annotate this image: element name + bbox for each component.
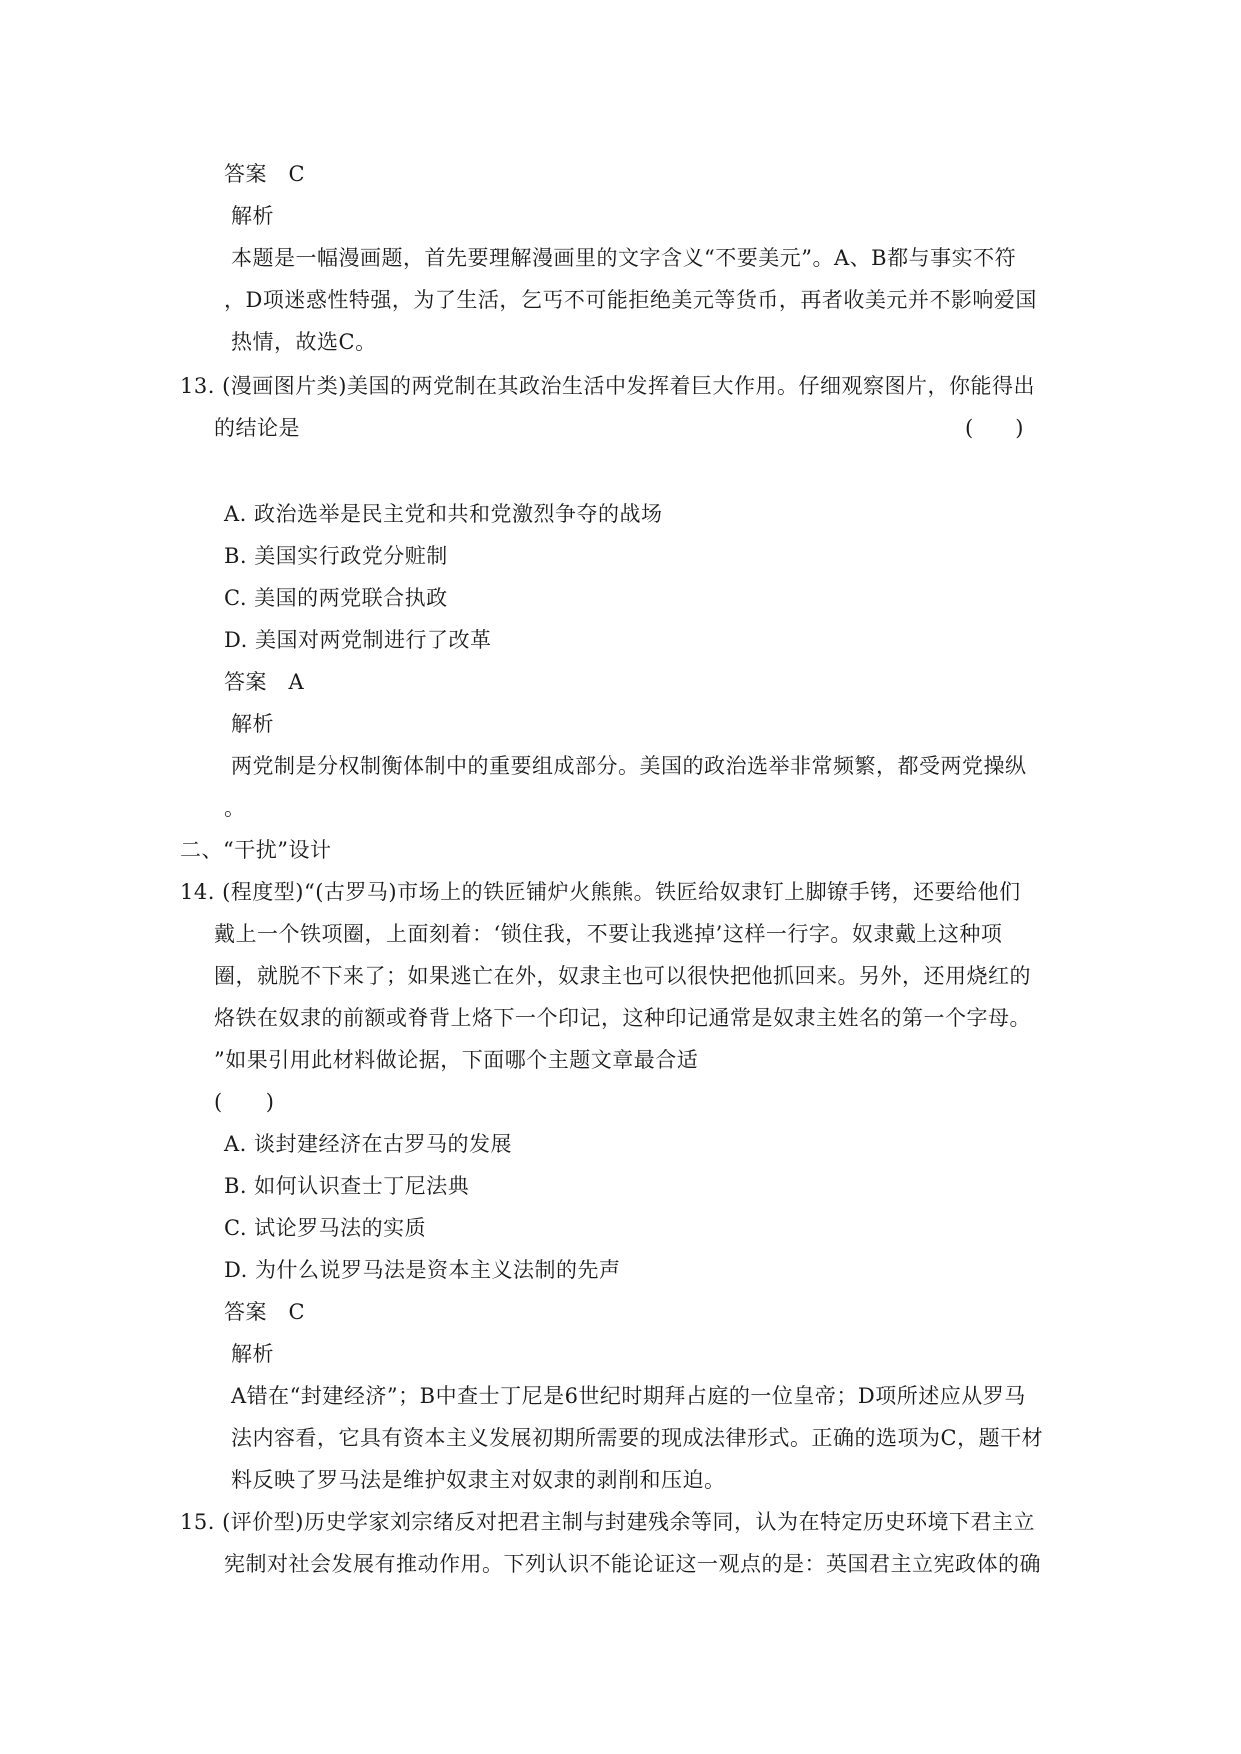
q14-stem-line-1: 14. (程度型)“(古罗马)市场上的铁匠铺炉火熊熊。铁匠给奴隶钉上脚镣手铐，还要给他们	[180, 880, 1021, 904]
q14-answer: 答案 C	[224, 1300, 306, 1324]
q14-option-a: A. 谈封建经济在古罗马的发展	[224, 1132, 513, 1156]
section-2-title: 二、“干扰”设计	[180, 838, 332, 862]
q13-stem-line-2: 的结论是	[214, 416, 300, 440]
q13-option-b: B. 美国实行政党分赃制	[224, 544, 448, 568]
q12-analysis-line-2: ，D项迷惑性特强，为了生活，乞丐不可能拒绝美元等货币，再者收美元并不影响爱国	[224, 288, 1037, 312]
q14-analysis-line-3: 料反映了罗马法是维护奴隶主对奴隶的剥削和压迫。	[231, 1468, 726, 1492]
q13-analysis-line-2: 。	[224, 796, 246, 820]
q13-answer-bracket: ( )	[965, 416, 1024, 440]
q12-analysis-label: 解析	[231, 204, 274, 228]
q14-answer-bracket: ( )	[214, 1090, 275, 1114]
q12-analysis-line-1: 本题是一幅漫画题，首先要理解漫画里的文字含义“不要美元”。A、B都与事实不符	[231, 246, 1017, 270]
q13-answer: 答案 A	[224, 670, 305, 694]
q14-stem-line-2: 戴上一个铁项圈，上面刻着：‘锁住我，不要让我逃掉’这样一行字。奴隶戴上这种项	[214, 922, 1003, 946]
q13-option-c: C. 美国的两党联合执政	[224, 586, 448, 610]
q15-stem-line-1: 15. (评价型)历史学家刘宗绪反对把君主制与封建残余等同，认为在特定历史环境下君主立	[180, 1510, 1035, 1534]
q12-analysis-line-3: 热情，故选C。	[231, 330, 377, 354]
q13-option-a: A. 政治选举是民主党和共和党激烈争夺的战场	[224, 502, 663, 526]
q13-analysis-label: 解析	[231, 712, 274, 736]
q13-analysis-line-1: 两党制是分权制衡体制中的重要组成部分。美国的政治选举非常频繁，都受两党操纵	[231, 754, 1027, 778]
q14-option-b: B. 如何认识查士丁尼法典	[224, 1174, 470, 1198]
q13-option-d: D. 美国对两党制进行了改革	[224, 628, 492, 652]
q14-option-d: D. 为什么说罗马法是资本主义法制的先声	[224, 1258, 621, 1282]
q14-analysis-line-2: 法内容看，它具有资本主义发展初期所需要的现成法律形式。正确的选项为C，题干材	[231, 1426, 1044, 1450]
q14-stem-line-5: ”如果引用此材料做论据，下面哪个主题文章最合适	[214, 1048, 699, 1072]
q12-answer: 答案 C	[224, 162, 306, 186]
q13-stem-line-1: 13. (漫画图片类)美国的两党制在其政治生活中发挥着巨大作用。仔细观察图片，你能得出	[180, 374, 1035, 398]
q14-analysis-line-1: A错在“封建经济”；B中查士丁尼是6世纪时期拜占庭的一位皇帝；D项所述应从罗马	[231, 1384, 1026, 1408]
q14-stem-line-4: 烙铁在奴隶的前额或脊背上烙下一个印记，这种印记通常是奴隶主姓名的第一个字母。	[214, 1006, 1031, 1030]
q15-stem-line-2: 宪制对社会发展有推动作用。下列认识不能论证这一观点的是：英国君主立宪政体的确	[224, 1552, 1041, 1576]
q14-option-c: C. 试论罗马法的实质	[224, 1216, 427, 1240]
q14-analysis-label: 解析	[231, 1342, 274, 1366]
q14-stem-line-3: 圈，就脱不下来了；如果逃亡在外，奴隶主也可以很快把他抓回来。另外，还用烧红的	[214, 964, 1031, 988]
